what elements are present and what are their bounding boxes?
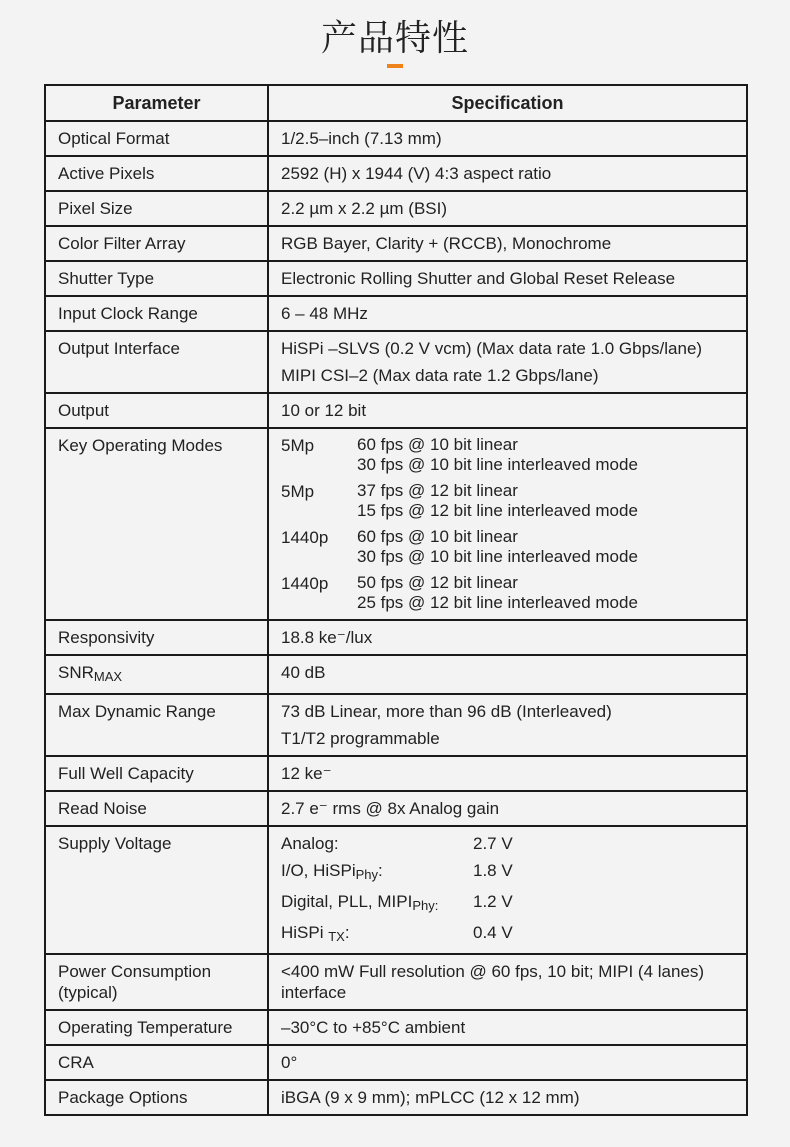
header-parameter: Parameter <box>45 85 268 121</box>
header-specification: Specification <box>268 85 747 121</box>
title-accent-bar <box>387 64 403 68</box>
param-cell <box>45 655 268 694</box>
mode-line: 60 fps @ 10 bit linear <box>357 527 518 546</box>
supply-label-subscript: Phy: <box>412 898 439 913</box>
supply-voltage-list <box>281 833 734 947</box>
supply-label <box>281 922 473 947</box>
param-cell: Output <box>45 393 268 428</box>
value-cell <box>268 694 747 756</box>
supply-value: 0.4 V <box>473 923 513 942</box>
supply-value: 1.2 V <box>473 892 513 911</box>
param-subscript: MAX <box>93 669 123 684</box>
param-cell: Operating Temperature <box>45 1010 268 1045</box>
table-row <box>45 1045 747 1080</box>
param-line: Power Consumption <box>58 962 212 981</box>
mode-line: 50 fps @ 12 bit linear <box>357 573 518 592</box>
param-cell: Shutter Type <box>45 261 268 296</box>
supply-label-text: Analog: <box>281 834 339 853</box>
param-cell: Full Well Capacity <box>45 756 268 791</box>
table-row <box>45 191 747 226</box>
value-cell: 12 ke⁻ <box>268 756 747 791</box>
param-cell: Active Pixels <box>45 156 268 191</box>
value-cell: <400 mW Full resolution @ 60 fps, 10 bit; MIPI (4 lanes) interface <box>268 954 747 1010</box>
value-cell: 10 or 12 bit <box>268 393 747 428</box>
mode-details <box>357 573 734 613</box>
table-row <box>45 331 747 393</box>
table-header-row <box>45 85 747 121</box>
param-cell: Pixel Size <box>45 191 268 226</box>
param-cell: Supply Voltage <box>45 826 268 954</box>
supply-label <box>281 891 473 916</box>
table-row <box>45 756 747 791</box>
mode-details <box>357 435 734 475</box>
supply-label-suffix: : <box>344 923 350 942</box>
spec-table <box>44 84 748 1116</box>
mode-details <box>357 481 734 521</box>
mode-line: 25 fps @ 12 bit line interleaved mode <box>357 593 638 612</box>
supply-label-text: I/O, HiSPi <box>281 861 356 880</box>
param-cell: Package Options <box>45 1080 268 1115</box>
mode-line: 30 fps @ 10 bit line interleaved mode <box>357 455 638 474</box>
operating-modes-list <box>281 435 734 613</box>
value-cell: 2.2 µm x 2.2 µm (BSI) <box>268 191 747 226</box>
mode-resolution: 5Mp <box>281 436 315 455</box>
value-line: T1/T2 programmable <box>281 729 440 748</box>
table-row <box>45 296 747 331</box>
param-line: (typical) <box>58 983 118 1002</box>
supply-label <box>281 860 473 885</box>
supply-value: 2.7 V <box>473 834 513 853</box>
supply-label <box>281 833 473 854</box>
mode-line: 37 fps @ 12 bit linear <box>357 481 518 500</box>
value-cell <box>268 428 747 620</box>
value-cell: RGB Bayer, Clarity + (RCCB), Monochrome <box>268 226 747 261</box>
value-line: MIPI CSI–2 (Max data rate 1.2 Gbps/lane) <box>281 366 599 385</box>
param-cell: Color Filter Array <box>45 226 268 261</box>
value-cell <box>268 826 747 954</box>
table-row <box>45 1010 747 1045</box>
table-row <box>45 261 747 296</box>
table-row <box>45 121 747 156</box>
table-row <box>45 655 747 694</box>
table-row <box>45 156 747 191</box>
param-cell: Responsivity <box>45 620 268 655</box>
supply-label-suffix: : <box>378 861 383 880</box>
param-cell: Output Interface <box>45 331 268 393</box>
table-row <box>45 226 747 261</box>
value-cell: 40 dB <box>268 655 747 694</box>
supply-label-subscript: TX <box>328 929 345 944</box>
param-cell <box>45 954 268 1010</box>
supply-label-text: Digital, PLL, MIPI <box>281 892 413 911</box>
table-row <box>45 428 747 620</box>
table-row <box>45 694 747 756</box>
table-row <box>45 954 747 1010</box>
param-cell: Key Operating Modes <box>45 428 268 620</box>
mode-line: 60 fps @ 10 bit linear <box>357 435 518 454</box>
param-cell: Read Noise <box>45 791 268 826</box>
mode-line: 30 fps @ 10 bit line interleaved mode <box>357 547 638 566</box>
mode-resolution: 1440p <box>281 528 329 547</box>
value-line: 73 dB Linear, more than 96 dB (Interleaved) <box>281 702 612 721</box>
mode-details <box>357 527 734 567</box>
table-row <box>45 1080 747 1115</box>
value-line: HiSPi –SLVS (0.2 V vcm) (Max data rate 1.0 Gbps/lane) <box>281 339 703 358</box>
supply-label-subscript: Phy <box>355 867 379 882</box>
value-cell: 2592 (H) x 1944 (V) 4:3 aspect ratio <box>268 156 747 191</box>
value-cell <box>268 331 747 393</box>
supply-value: 1.8 V <box>473 861 513 880</box>
table-row <box>45 393 747 428</box>
table-row <box>45 791 747 826</box>
value-cell: Electronic Rolling Shutter and Global Reset Release <box>268 261 747 296</box>
value-cell: 0° <box>268 1045 747 1080</box>
page-title: 产品特性 <box>320 18 469 59</box>
mode-resolution: 5Mp <box>281 482 315 501</box>
mode-line: 15 fps @ 12 bit line interleaved mode <box>357 501 638 520</box>
value-cell: 2.7 e⁻ rms @ 8x Analog gain <box>268 791 747 826</box>
value-cell: 18.8 ke⁻/lux <box>268 620 747 655</box>
param-cell: Optical Format <box>45 121 268 156</box>
param-text: SNR <box>58 663 94 682</box>
param-cell: Input Clock Range <box>45 296 268 331</box>
table-row <box>45 826 747 954</box>
value-cell: 1/2.5–inch (7.13 mm) <box>268 121 747 156</box>
mode-resolution: 1440p <box>281 574 329 593</box>
param-cell: Max Dynamic Range <box>45 694 268 756</box>
value-cell: iBGA (9 x 9 mm); mPLCC (12 x 12 mm) <box>268 1080 747 1115</box>
value-cell: 6 – 48 MHz <box>268 296 747 331</box>
param-cell: CRA <box>45 1045 268 1080</box>
value-cell: –30°C to +85°C ambient <box>268 1010 747 1045</box>
table-row <box>45 620 747 655</box>
supply-label-text: HiSPi <box>281 923 329 942</box>
